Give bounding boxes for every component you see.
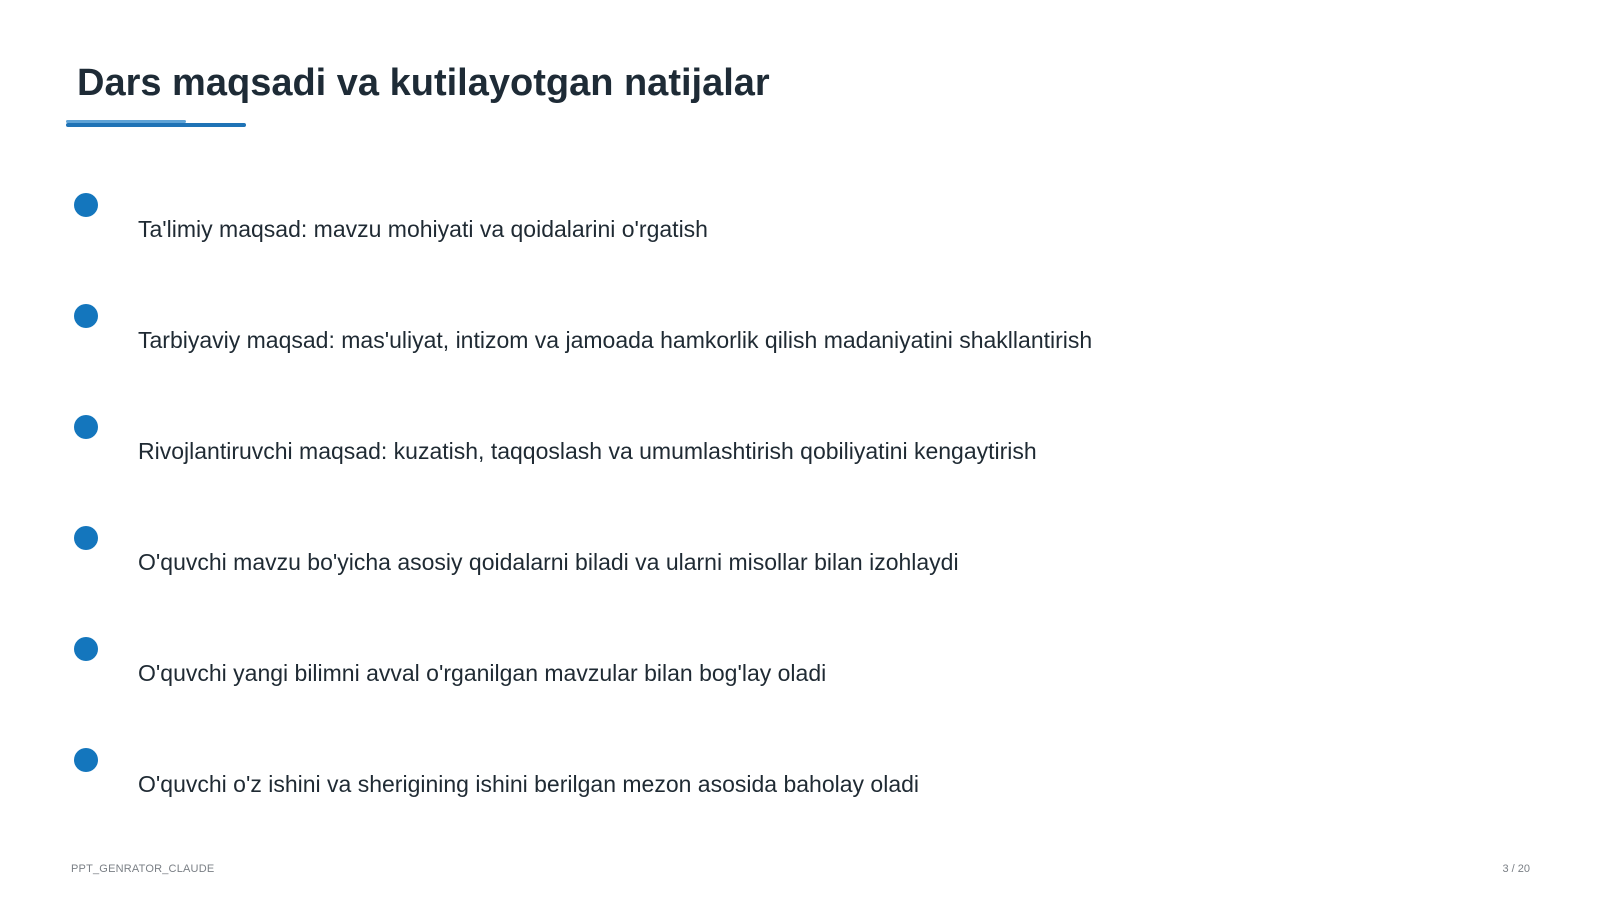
list-item [0, 193, 1600, 273]
bullet-dot-icon [74, 637, 98, 661]
bullet-text: Tarbiyaviy maqsad: mas'uliyat, intizom va jamoada hamkorlik qilish madaniyatini shakllantirish [138, 327, 1093, 353]
bullet-text: Rivojlantiruvchi maqsad: kuzatish, taqqoslash va umumlashtirish qobiliyatini kengaytirish [138, 438, 1037, 464]
list-item [0, 526, 1600, 606]
list-item [0, 748, 1600, 828]
bullet-text: O'quvchi o'z ishini va sherigining ishini berilgan mezon asosida baholay oladi [138, 771, 920, 797]
list-item [0, 415, 1600, 495]
bullet-dot-icon [74, 193, 98, 217]
footer-label: PPT_GENRATOR_CLAUDE [71, 863, 215, 875]
bullet-dot-icon [74, 526, 98, 550]
bullet-text: Ta'limiy maqsad: mavzu mohiyati va qoidalarini o'rgatish [138, 216, 708, 242]
slide-title: Dars maqsadi va kutilayotgan natijalar [77, 62, 770, 104]
bullet-text: O'quvchi mavzu bo'yicha asosiy qoidalarni biladi va ularni misollar bilan izohlaydi [138, 549, 959, 575]
bullet-dot-icon [74, 304, 98, 328]
bullet-dot-icon [74, 748, 98, 772]
list-item [0, 304, 1600, 384]
list-item [0, 637, 1600, 717]
bullet-text: O'quvchi yangi bilimni avval o'rganilgan mavzular bilan bog'lay oladi [138, 660, 827, 686]
page-indicator: 3 / 20 [1502, 863, 1530, 875]
bullet-dot-icon [74, 415, 98, 439]
